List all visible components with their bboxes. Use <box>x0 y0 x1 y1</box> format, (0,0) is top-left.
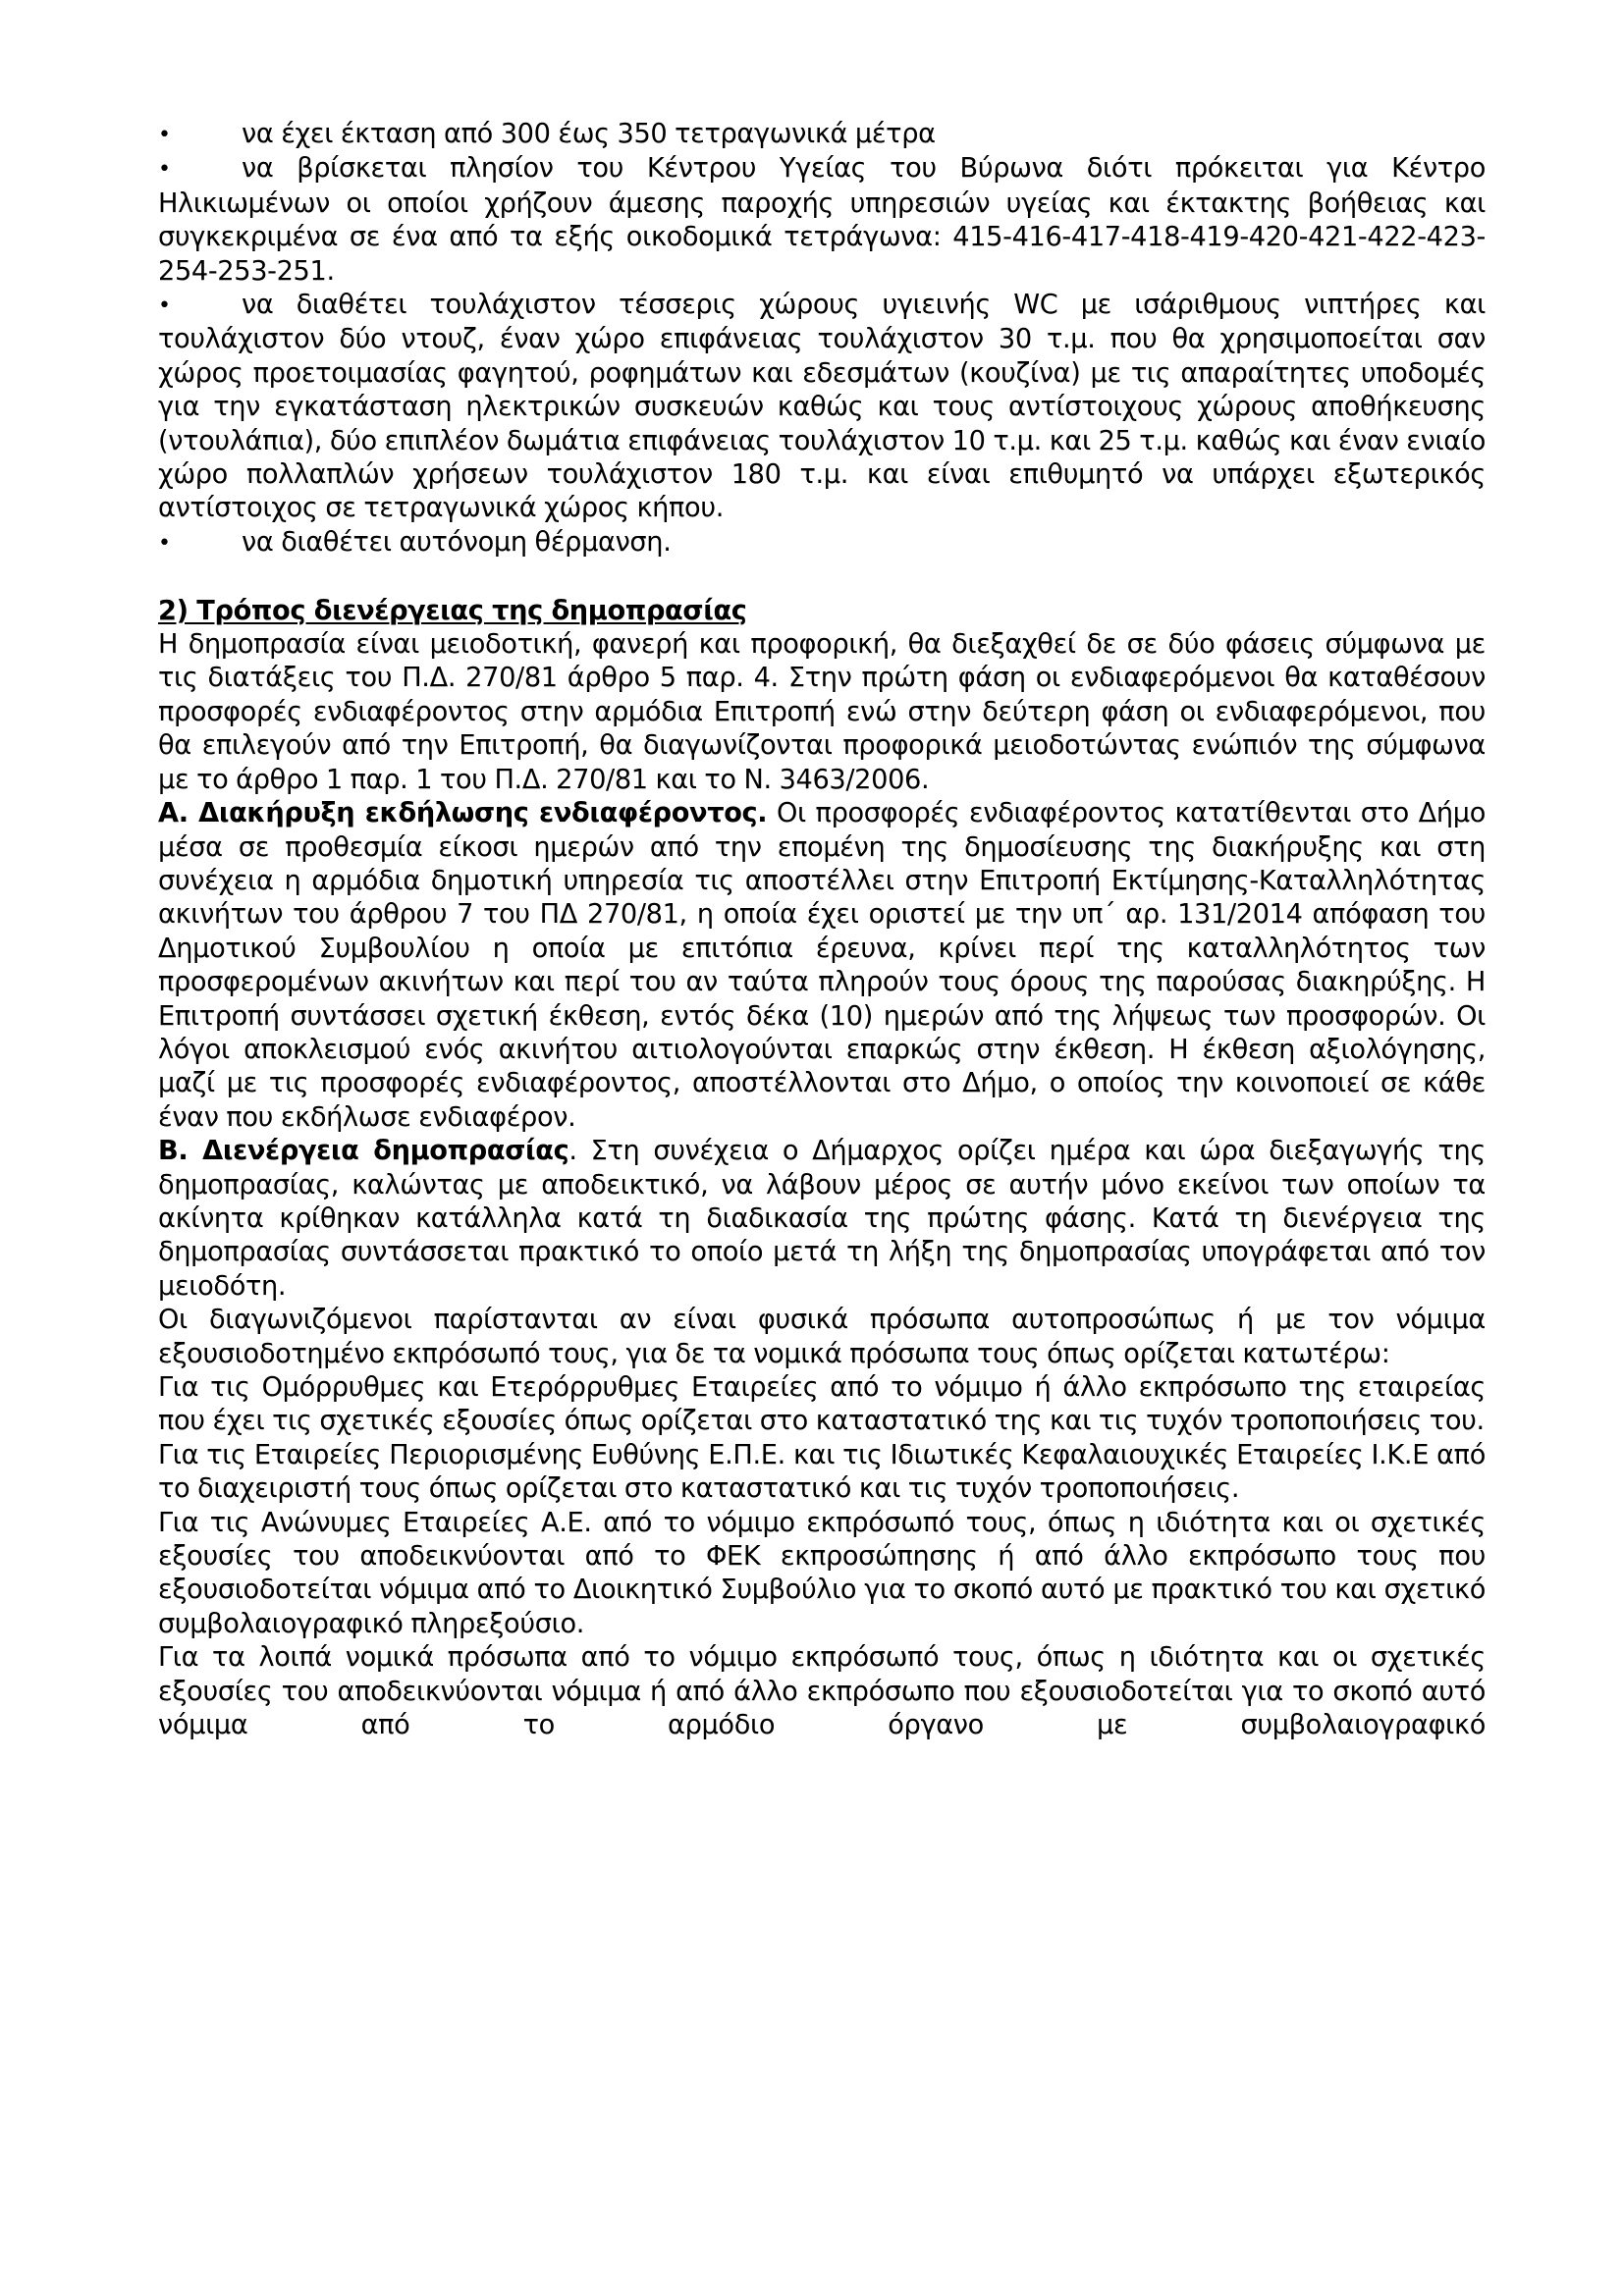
requirement-bullet-area <box>158 118 1486 152</box>
phase-b-text: . Στη συνέχεια ο Δήμαρχος ορίζει ημέρα και ώρα διεξαγωγής της δημοπρασίας, καλώντας με αποδεικτικό, να λάβουν μέρος σε αυτήν μόνο εκείνοι των οποίων τα ακίνητα κρίθηκαν κατάλληλα κατά τη διαδικασία της πρώτης φάσης. Κατά τη διενέργεια της δημοπρασίας συντάσσεται πρακτικό το οποίο μετά τη λήξη της δημοπρασίας υπογράφεται από τον μειοδότη. <box>158 1136 1486 1302</box>
phase-a-text: Οι προσφορές ενδιαφέροντος κατατίθενται στο Δήμο μέσα σε προθεσμία είκοσι ημερών από την επομένη της δημοσίευσης της διακήρυξης και στη συνέχεια η αρμόδια δημοτική υπηρεσία τις αποστέλλει στην Επιτροπή Εκτίμησης-Καταλληλότητας ακινήτων του άρθρου 7 του ΠΔ 270/81, η οποία έχει οριστεί με την υπ΄ αρ. 131/2014 απόφαση του Δημοτικού Συμβουλίου η οποία με επιτόπια έρευνα, κρίνει περί της καταλληλότητος των προσφερομένων ακινήτων και περί του αν ταύτα πληρούν τους όρους της παρούσας διακηρύξης. Η Επιτροπή συντάσσει σχετική έκθεση, εντός δέκα (10) ημερών από της λήψεως των προσφορών. Οι λόγοι αποκλεισμού ενός ακινήτου αιτιολογούνται επαρκώς στην έκθεση. Η έκθεση αξιολόγησης, μαζί με τις προσφορές ενδιαφέροντος, αποστέλλονται στο Δήμο, ο οποίος την κοινοποιεί σε κάθε έναν που εκδήλωσε ενδιαφέρον. <box>158 798 1486 1133</box>
phase-a-paragraph <box>158 797 1486 1135</box>
phase-a-lead: Α. Διακήρυξη εκδήλωσης ενδιαφέροντος. <box>158 798 768 829</box>
requirement-bullet-location <box>158 152 1486 289</box>
section-heading: 2) Τρόπος διενέργειας της δημοπρασίας <box>158 595 747 626</box>
intro-paragraph: Η δημοπρασία είναι μειοδοτική, φανερή και προφορική, θα διεξαχθεί δε σε δύο φάσεις σύμφωνα με τις διατάξεις του Π.Δ. 270/81 άρθρο 5 παρ. 4. Στην πρώτη φάση οι ενδιαφερόμενοι θα καταθέσουν προσφορές ενδιαφέροντος στην αρμόδια Επιτροπή ενώ στην δεύτερη φάση οι ενδιαφερόμενοι, που θα επιλεγούν από την Επιτροπή, θα διαγωνίζονται προφορικά μειοδοτώντας ενώπιόν της σύμφωνα με το άρθρο 1 παρ. 1 του Π.Δ. 270/81 και το Ν. 3463/2006. <box>158 629 1486 795</box>
requirement-bullet-facilities <box>158 289 1486 526</box>
corporations-paragraph: Για τις Ανώνυμες Εταιρείες Α.Ε. από το νόμιμο εκπρόσωπό τους, όπως η ιδιότητα και οι σχετικές εξουσίες του αποδεικνύονται από το ΦΕΚ εκπροσώπησης ή από άλλο εκπρόσωπο τους που εξουσιοδοτείται νόμιμα από το Διοικητικό Συμβούλιο για το σκοπό αυτό με πρακτικό του και σχετικό συμβολαιογραφικό πληρεξούσιο. <box>158 1507 1486 1639</box>
partnerships-paragraph: Για τις Ομόρρυθμες και Ετερόρρυθμες Εταιρείες από το νόμιμο ή άλλο εκπρόσωπο της εταιρείας που έχει τις σχετικές εξουσίες όπως ορίζεται στο καταστατικό της και τις τυχόν τροποποιήσεις του. <box>158 1372 1486 1437</box>
requirement-text-facilities: να διαθέτει τουλάχιστον τέσσερις χώρους υγιεινής WC με ισάριθμους νιπτήρες και τουλάχιστον δύο ντουζ, έναν χώρο επιφάνειας τουλάχιστον 30 τ.μ. που θα χρησιμοποείται σαν χώρος προετοιμασίας φαγητού, ροφημάτων και εδεσμάτων (κουζίνα) με τις απαραίτητες υποδομές για την εγκατάσταση ηλεκτρικών συσκευών καθώς και τους αντίστοιχους χώρους αποθήκευσης (ντουλάπια), δύο επιπλέον δωμάτια επιφάνειας τουλάχιστον 10 τ.μ. και 25 τ.μ. καθώς και έναν ενιαίο χώρο πολλαπλών χρήσεων τουλάχιστον 180 τ.μ. και είναι επιθυμητό να υπάρχει εξωτερικός αντίστοιχος σε τετραγωνικά χώρος κήπου. <box>158 290 1486 524</box>
bullet-dot-icon: • <box>158 157 171 183</box>
bullet-dot-icon: • <box>158 294 171 319</box>
participants-paragraph: Οι διαγωνιζόμενοι παρίστανται αν είναι φυσικά πρόσωπα αυτοπροσώπως ή με τον νόμιμα εξουσιοδοτημένο εκπρόσωπό τους, για δε τα νομικά πρόσωπα τους όπως ορίζεται κατωτέρω: <box>158 1305 1486 1369</box>
bullet-dot-icon: • <box>158 123 171 147</box>
section-spacer <box>158 561 1486 594</box>
requirement-text-area: να έχει έκταση από 300 έως 350 τετραγωνικά μέτρα <box>242 119 936 149</box>
requirement-text-location: να βρίσκεται πλησίον του Κέντρου Υγείας του Βύρωνα διότι πρόκειται για Κέντρο Ηλικιωμένων οι οποίοι χρήζουν άμεσης παροχής υπηρεσιών υγείας και έκτακτης βοήθειας και συγκεκριμένα σε ένα από τα εξής οικοδομικά τετράγωνα: 415-416-417-418-419-420-421-422-423-254-253-251. <box>158 153 1486 287</box>
bullet-dot-icon: • <box>158 530 171 556</box>
phase-b-paragraph <box>158 1135 1486 1304</box>
limited-companies-paragraph: Για τις Εταιρείες Περιορισμένης Ευθύνης Ε.Π.Ε. και τις Ιδιωτικές Κεφαλαιουχικές Εταιρείες Ι.Κ.Ε από το διαχειριστή τους όπως ορίζεται στο καταστατικό και τις τυχόν τροποποιήσεις. <box>158 1439 1486 1505</box>
phase-b-lead: Β. Διενέργεια δημοπρασίας <box>158 1136 569 1167</box>
document-page <box>158 118 1486 1742</box>
requirement-text-heating: να διαθέτει αυτόνομη θέρμανση. <box>242 526 672 558</box>
requirement-bullet-heating <box>158 526 1486 561</box>
other-entities-paragraph: Για τα λοιπά νομικά πρόσωπα από το νόμιμο εκπρόσωπό τους, όπως η ιδιότητα και οι σχετικές εξουσίες του αποδεικνύονται νόμιμα ή από άλλο εκπρόσωπο που εξουσιοδοτείται για το σκοπό αυτό νόμιμα από το αρμόδιο όργανο με συμβολαιογραφικό <box>158 1642 1486 1741</box>
